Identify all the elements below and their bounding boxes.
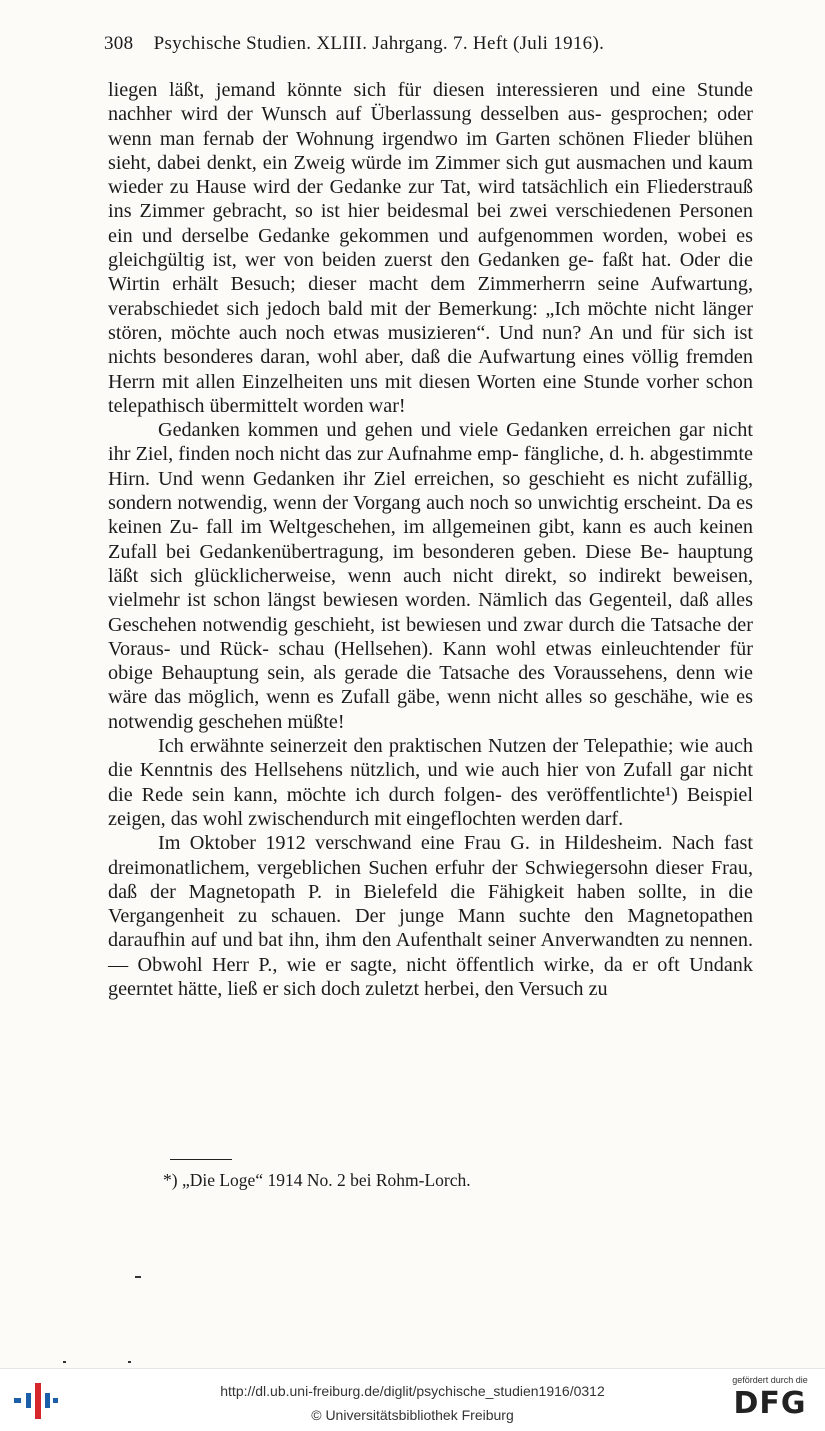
dfg-badge	[724, 1375, 816, 1427]
paragraph: liegen läßt, jemand könnte sich für diesen interessieren und eine Stunde nachher wird der Wunsch auf Überlassung desselben aus- gesprochen; oder wenn man fernab der Wohnung irgendwo im Garten schönen Flieder blühen sieht, dabei denkt, ein Zweig würde im Zimmer sich gut ausmachen und kaum wieder zu Hause wird der Gedanke zur Tat, wird tatsächlich ein Fliederstrauß ins Zimmer gebracht, so ist hier beidesmal bei zwei verschiedenen Personen ein und derselbe Gedanke gekommen und aufgenommen worden, wobei es gleichgültig ist, wer von beiden zuerst den Gedanken ge- faßt hat. Oder die Wirtin erhält Besuch; dieser macht dem Zimmerherrn seine Aufwartung, verabschiedet sich jedoch bald mit der Bemerkung: „Ich möchte nicht länger stören, möchte auch noch etwas musizieren“. Und nun? An und für sich ist nichts besonderes daran, wohl aber, daß die Aufwartung eines völlig fremden Herrn mit allen Einzelheiten uns mit diesen Worten eine Stunde vorher schon telepathisch übermittelt worden war!	[108, 79, 753, 417]
dfg-logo-icon: DFG	[733, 1386, 807, 1421]
running-title: Psychische Studien. XLIII. Jahrgang. 7. Heft (Juli 1916).	[153, 33, 605, 54]
scan-speck	[128, 1361, 131, 1363]
running-head	[104, 33, 754, 55]
body-text	[108, 78, 753, 1001]
source-url[interactable]: http://dl.ub.uni-freiburg.de/diglit/psychische_studien1916/0312	[220, 1383, 605, 1399]
scan-speck	[135, 1276, 141, 1278]
copyright-notice: © Universitätsbibliothek Freiburg	[311, 1407, 514, 1423]
paragraph: Ich erwähnte seinerzeit den praktischen Nutzen der Telepathie; wie auch die Kenntnis des Hellsehens nützlich, und wie auch hier von Zufall gar nicht die Rede sein kann, möchte ich durch folgen- des veröffentlichte¹) Beispiel zeigen, das wohl zwischendurch mit eingeflochten werden darf.	[108, 735, 753, 830]
viewer-footer	[0, 1368, 825, 1431]
paragraph: Gedanken kommen und gehen und viele Gedanken erreichen gar nicht ihr Ziel, finden noch nicht das zur Aufnahme emp- fängliche, d. h. abgestimmte Hirn. Und wenn Gedanken ihr Ziel erreichen, so geschieht es nicht zufällig, sondern notwendig, wenn der Vorgang auch noch so unwichtig erscheint. Da es keinen Zu- fall im Weltgeschehen, im allgemeinen gibt, kann es auch keinen Zufall bei Gedankenübertragung, im besonderen geben. Diese Be- hauptung läßt sich glücklicherweise, wenn auch nicht direkt, so indirekt beweisen, vielmehr ist schon längst bewiesen worden. Nämlich das Gegenteil, daß alles Geschehen notwendig geschieht, ist bewiesen und zwar durch die Tatsache der Voraus- und Rück- schau (Hellsehen). Kann wohl etwas einleuchtender für obige Behauptung sein, als gerade die Tatsache des Voraussehens, denn wie wäre das möglich, wenn es Zufall gäbe, wenn nicht alles so geschähe, wie es notwendig geschehen müßte!	[108, 419, 753, 733]
footnote-rule	[170, 1159, 232, 1160]
dfg-caption: gefördert durch die	[732, 1375, 808, 1385]
footnote: *) „Die Loge“ 1914 No. 2 bei Rohm-Lorch.	[163, 1170, 471, 1190]
page-number: 308	[104, 33, 134, 54]
paragraph: Im Oktober 1912 verschwand eine Frau G. in Hildesheim. Nach fast dreimonatlichem, vergeblichen Suchen erfuhr der Schwiegersohn dieser Frau, daß der Magnetopath P. in Bielefeld die Fähigkeit haben sollte, in die Vergangenheit zu schauen. Der junge Mann suchte den Magnetopathen daraufhin auf und bat ihn, ihm den Aufenthalt seiner Anverwandten zu nennen. — Obwohl Herr P., wie er sagte, nicht öffentlich wirke, da er oft Undank geerntet hätte, ließ er sich doch zuletzt herbei, den Versuch zu	[108, 832, 753, 1000]
scan-speck	[63, 1361, 66, 1363]
